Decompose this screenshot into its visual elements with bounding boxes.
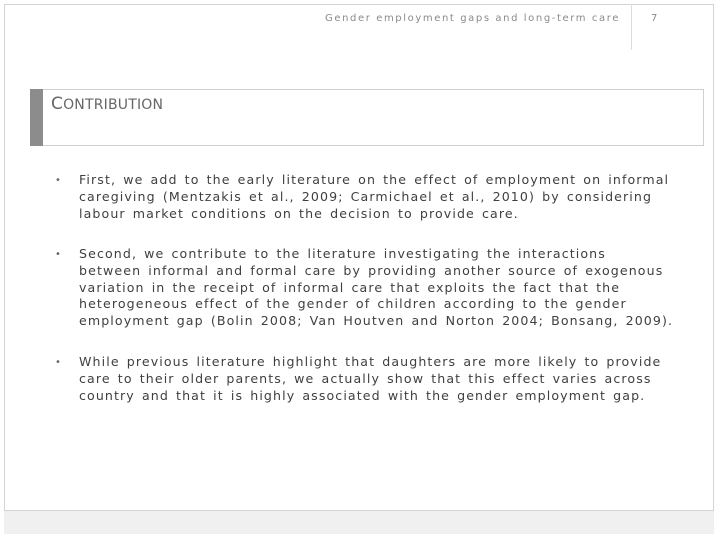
footer-bar: [4, 510, 714, 534]
bullet-text: First, we add to the early literature on the effect of employment on informal caregiving (Mentzakis et al., 2009; Carmichael et al., 2010) by considering labour market conditions on the decision to provide care.: [79, 172, 670, 221]
bullet-marker: •: [55, 175, 61, 186]
section-title-initial: C: [51, 94, 64, 114]
bullet-marker: •: [55, 249, 61, 260]
bullet-text: Second, we contribute to the literature investigating the interactions between informal and formal care by providing another source of exogenous variation in the receipt of informal care that exploits the fact that the heterogeneous effect of the gender of children according to the gender employment gap (Bolin 2008; Van Houtven and Norton 2004; Bonsang, 2009).: [79, 246, 674, 329]
section-accent-bar: [30, 89, 43, 146]
section-title: [51, 94, 163, 114]
header-title: Gender employment gaps and long-term care: [324, 13, 620, 24]
page-number: 7: [651, 13, 658, 24]
bullet-marker: •: [55, 357, 61, 368]
header-divider: [631, 4, 632, 50]
section-title-rest: ONTRIBUTION: [63, 97, 164, 113]
bullet-text: While previous literature highlight that daughters are more likely to provide care to their older parents, we actually show that this effect varies across country and that it is highly associated with the gender employment gap.: [79, 354, 662, 403]
